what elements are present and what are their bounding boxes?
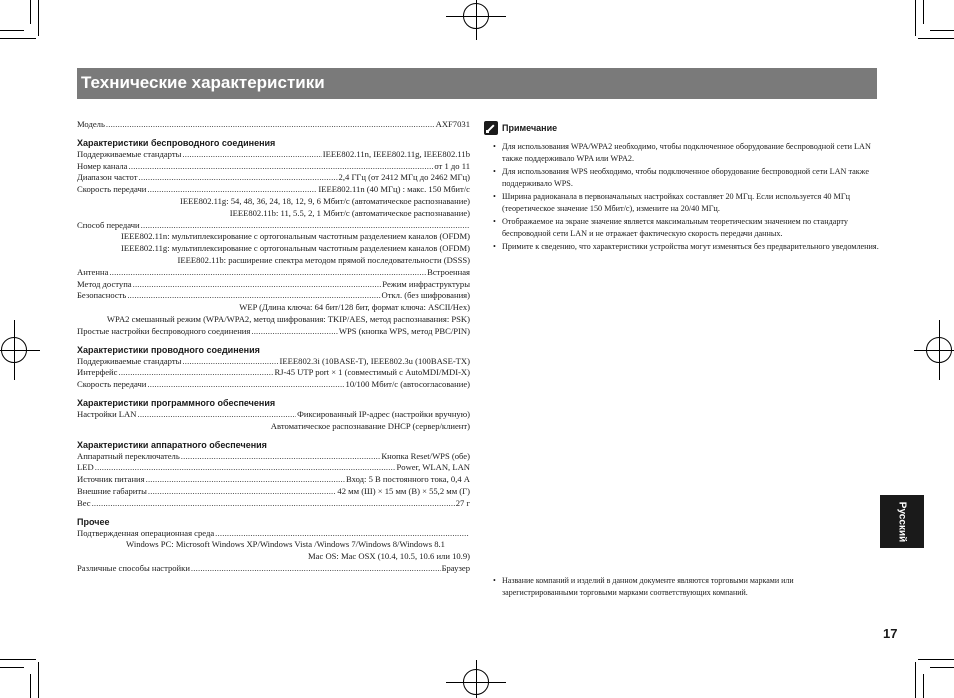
spec-row-model: Модель ..... AXF7031 xyxy=(77,119,470,131)
spec-row: Источник питания ..... Вход: 5 В постоянного тока, 0,4 А xyxy=(77,474,470,486)
language-tab-label: Русский xyxy=(896,501,908,542)
spec-list xyxy=(77,119,470,575)
page-number: 17 xyxy=(883,626,898,641)
spec-row: Вес ..... 27 г xyxy=(77,498,470,510)
spec-row: Интерфейс ..... RJ-45 UTP port × 1 (совместимый с AutoMDI/MDI-X) xyxy=(77,367,470,379)
spec-continuation: WEP (Длина ключа: 64 бит/128 бит, формат ключа: ASCII/Hex) xyxy=(239,302,470,313)
trademark-note xyxy=(484,575,864,599)
spec-row: Простые настройки беспроводного соединения ..... WPS (кнопка WPS, метод PBC/PIN) xyxy=(77,326,470,338)
section-title-hardware: Характеристики аппаратного обеспечения xyxy=(77,439,267,450)
spec-row: Поддерживаемые стандарты ..... IEEE802.11n, IEEE802.11g, IEEE802.11b xyxy=(77,149,470,161)
spec-continuation: WPA2 смешанный режим (WPA/WPA2, метод шифрования: TKIP/AES, метод распознавания: PSK) xyxy=(106,313,470,324)
page-title: Технические характеристики xyxy=(81,73,325,92)
spec-continuation: IEEE802.11g: 54, 48, 36, 24, 18, 12, 9, 6 Мбит/с (автоматическое распознавание) xyxy=(179,195,470,206)
note-item: • Ширина радиоканала в первоначальных настройках составляет 20 МГц. Если используется 40 МГц (теоретическое значение 150 Мбит/с), измените на 20/40 МГц. xyxy=(484,191,879,215)
spec-continuation: Mac OS: Mac OSX (10.4, 10.5, 10.6 или 10.9) xyxy=(308,551,470,562)
section-title-other: Прочее xyxy=(77,516,110,527)
section-title-wireless: Характеристики беспроводного соединения xyxy=(77,137,276,148)
spec-row: Настройки LAN ..... Фиксированный IP-адрес (настройки вручную) xyxy=(77,409,470,421)
spec-row: Поддерживаемые стандарты ..... IEEE802.3i (10BASE-T), IEEE802.3u (100BASE-TX) xyxy=(77,356,470,368)
spec-continuation: IEEE802.11g: мультиплексирование с ортогональным частотным разделением каналов (OFDM) xyxy=(120,243,470,254)
spec-row: Подтвержденная операционная среда ..... xyxy=(77,528,470,540)
section-title-software: Характеристики программного обеспечения xyxy=(77,397,276,408)
spec-row: Скорость передачи ..... IEEE802.11n (40 МГц) : макс. 150 Мбит/с xyxy=(77,184,470,196)
spec-continuation: IEEE802.11b: расширение спектра методом прямой последовательности (DSSS) xyxy=(177,254,470,265)
note-item: • Примите к сведению, что характеристики устройства могут изменяться без предварительного уведомления. xyxy=(484,241,879,253)
spec-row: Метод доступа ..... Режим инфраструктуры xyxy=(77,279,470,291)
spec-row: Различные способы настройки ..... Браузер xyxy=(77,563,470,575)
spec-row: Диапазон частот ..... 2,4 ГГц (от 2412 МГц до 2462 МГц) xyxy=(77,172,470,184)
spec-row: Антенна ..... Встроенная xyxy=(77,267,470,279)
note-item: • Для использования WPS необходимо, чтобы подключенное оборудование беспроводной сети LAN также поддерживало WPS. xyxy=(484,166,879,190)
spec-row: LED ..... Power, WLAN, LAN xyxy=(77,462,470,474)
note-item: • Для использования WPA/WPA2 необходимо, чтобы подключенное оборудование беспроводной сети LAN также поддерживало WPA или WPA2. xyxy=(484,141,879,165)
spec-row: Безопасность ..... Откл. (без шифрования) xyxy=(77,290,470,302)
section-title-wired: Характеристики проводного соединения xyxy=(77,344,260,355)
note-section xyxy=(484,121,879,254)
spec-continuation: Автоматическое распознавание DHCP (сервер/клиент) xyxy=(270,420,470,431)
trademark-text: • Название компаний и изделий в данном документе являются торговыми марками или зарегистрированными торговыми марками соответствующих компаний. xyxy=(484,575,864,599)
note-list xyxy=(484,141,879,253)
spec-continuation: IEEE802.11b: 11, 5.5, 2, 1 Мбит/с (автоматическое распознавание) xyxy=(229,207,470,218)
spec-continuation: Windows PC: Microsoft Windows XP/Windows Vista /Windows 7/Windows 8/Windows 8.1 xyxy=(126,539,445,550)
spec-continuation: IEEE802.11n: мультиплексирование с ортогональным частотным разделением каналов (OFDM) xyxy=(120,231,470,242)
spec-row: Скорость передачи ..... 10/100 Мбит/с (автосогласование) xyxy=(77,379,470,391)
spec-row: Способ передачи ..... xyxy=(77,220,470,232)
note-item: • Отображаемое на экране значение является максимальным теоретическим значением по стандарту беспроводной сети LAN и не отражает фактическую скорость передачи данных. xyxy=(484,216,879,240)
language-tab xyxy=(880,495,924,548)
page-header xyxy=(77,68,877,99)
spec-row: Аппаратный переключатель ..... Кнопка Reset/WPS (обе) xyxy=(77,451,470,463)
pencil-note-icon xyxy=(484,121,498,135)
spec-row: Номер канала ..... от 1 до 11 xyxy=(77,161,470,173)
note-title: Примечание xyxy=(502,123,558,133)
spec-row: Внешние габариты ..... 42 мм (Ш) × 15 мм (В) × 55,2 мм (Г) xyxy=(77,486,470,498)
note-header xyxy=(484,121,879,135)
